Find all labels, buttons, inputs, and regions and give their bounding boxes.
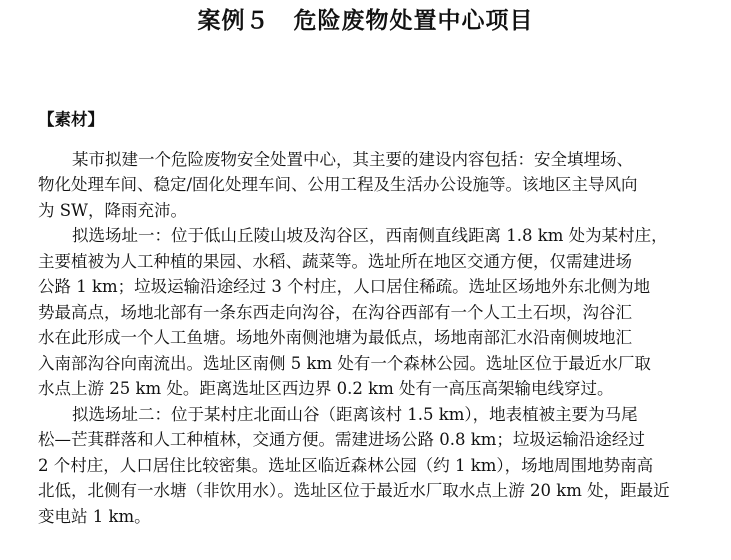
paragraph-1-line-2: 物化处理车间、稳定/固化处理车间、公用工程及生活办公设施等。该地区主导风向 (38, 175, 638, 194)
paragraph-3-line-1: 拟选场址二：位于某村庄北面山谷（距离该村 1.5 km），地表植被主要为马尾 (72, 405, 638, 424)
paragraph-2-line-3: 公路 1 km；垃圾运输沿途经过 3 个村庄，人口居住稀疏。选址区场地外东北侧为地 (38, 277, 651, 296)
document-title: 案例５ 危险废物处置中心项目 (197, 8, 534, 34)
paragraph-1-line-1: 某市拟建一个危险废物安全处置中心，其主要的建设内容包括：安全填埋场、 (72, 150, 633, 169)
paragraph-3-line-3: 2 个村庄，人口居住比较密集。选址区临近森林公园（约 1 km），场地周围地势南高 (38, 456, 654, 475)
paragraph-2-line-6: 入南部沟谷向南流出。选址区南侧 5 km 处有一个森林公园。选址区位于最近水厂取 (38, 354, 651, 373)
paragraph-2-line-4: 势最高点，场地北部有一条东西走向沟谷，在沟谷西部有一个人工土石坝，沟谷汇 (38, 303, 632, 322)
paragraph-2-line-2: 主要植被为人工种植的果园、水稻、蔬菜等。选址所在地区交通方便，仅需建进场 (38, 252, 632, 271)
paragraph-2-line-1: 拟选场址一：位于低山丘陵山坡及沟谷区，西南侧直线距离 1.8 km 处为某村庄， (72, 226, 668, 245)
paragraph-3-line-4: 北低，北侧有一水塘（非饮用水）。选址区位于最近水厂取水点上游 20 km 处，距最近 (38, 481, 670, 500)
paragraph-3-line-5: 变电站 1 km。 (38, 507, 151, 526)
section-label: 【素材】 (38, 110, 104, 129)
paragraph-2-line-5: 水在此形成一个人工鱼塘。场地外南侧池塘为最低点，场地南部汇水沿南侧坡地汇 (38, 328, 632, 347)
paragraph-3-line-2: 松—芒萁群落和人工种植林，交通方便。需建进场公路 0.8 km；垃圾运输沿途经过 (38, 430, 645, 449)
paragraph-1-line-3: 为 SW，降雨充沛。 (38, 201, 188, 220)
paragraph-2-line-7: 水点上游 25 km 处。距离选址区西边界 0.2 km 处有一高压高架输电线穿过。 (38, 379, 614, 398)
